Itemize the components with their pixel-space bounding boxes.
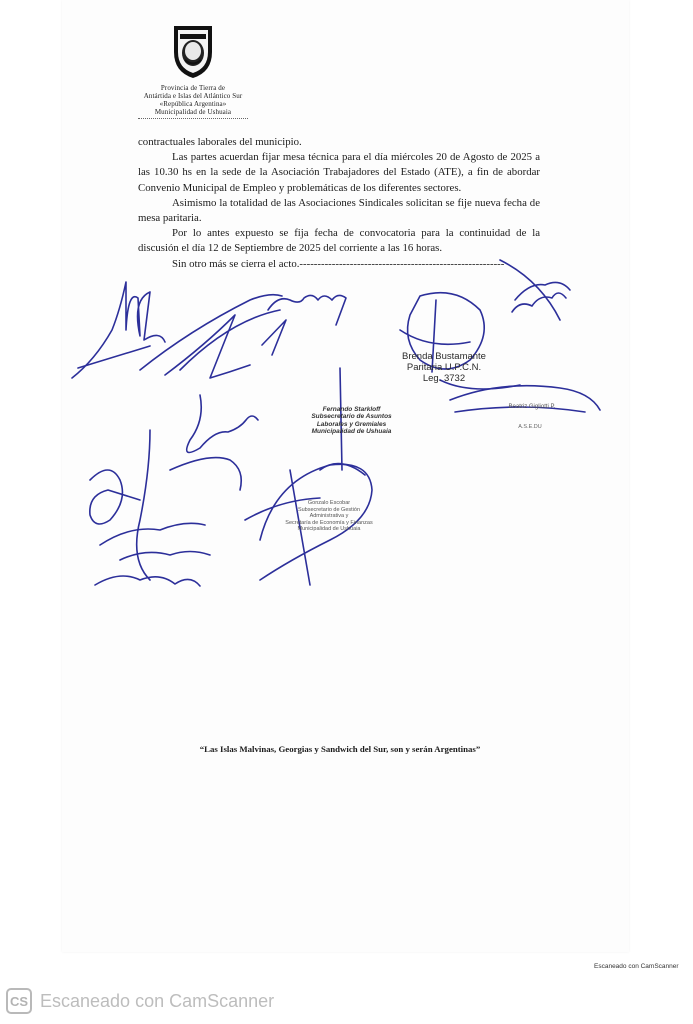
stamp-fernando-line-2: Subsecretario de Asuntos [311,413,392,421]
document-body [138,135,540,272]
stamp-gonzalo-line-4: Secretaría de Economía y Finanzas [285,519,373,526]
stamp-gonzalo-line-2: Subsecretario de Gestión [297,506,361,513]
scanner-caption: Escaneado con CamScanner [594,963,679,970]
stamp-fernando-line-3: Laborales y Gremiales [316,420,387,428]
letterhead [128,22,258,119]
stamp-fernando [304,406,399,436]
stamp-brenda [394,351,494,384]
stamp-gonzalo [284,500,374,533]
stamp-gonzalo-line-1: Gonzalo Escobar [307,500,351,506]
stamp-brenda-line-1: Brenda Bustamante [402,351,486,362]
paragraph-2: Las partes acuerdan fijar mesa técnica para el día miércoles 20 de Agosto de 2025 a las 10.30 hs en la sede de la Asociación Trabajadores del Estado (ATE), a fin de abordar Convenio Municipal de Empleo y problemáticas de los diferentes sectores. [138,151,540,194]
stamp-brenda-line-2: Paritaria U.P.C.N. [406,362,482,373]
motto: “Las Islas Malvinas, Georgias y Sandwich del Sur, son y serán Argentinas” [199,744,481,754]
letterhead-line-2: Antártida e Islas del Atlántico Sur [143,92,243,100]
letterhead-line-3: «República Argentina» [159,100,227,108]
letterhead-line-1: Provincia de Tierra de [160,84,226,92]
letterhead-divider [138,118,248,119]
stamp-asedu: A.S.E.DU [518,424,542,430]
stamp-gonzalo-line-3: Administrativa y [309,513,349,520]
paragraph-1: contractuales laborales del municipio. [138,136,302,148]
paragraph-5: Sin otro más se cierra el acto.--------------------------------------------------------- [172,257,505,270]
paragraph-4: Por lo antes expuesto se fija fecha de convocatoria para la continuidad de la discusión el día 12 de Septiembre de 2025 del corriente a las 16 horas. [138,227,540,255]
stamp-brenda-line-3: Leg. 3732 [422,373,466,384]
stamp-fernando-line-1: Fernando Starkloff [322,406,381,413]
camscanner-watermark [6,988,274,1014]
stamp-gonzalo-line-5: Municipalidad de Ushuaia [297,526,361,533]
stamp-fernando-line-4: Municipalidad de Ushuaia [311,428,392,436]
stamp-beatriz: Beatriz Gigliotti P. [508,404,556,410]
camscanner-text: Escaneado con CamScanner [40,990,275,1011]
letterhead-line-4: Municipalidad de Ushuaia [154,108,232,116]
paragraph-3: Asimismo la totalidad de las Asociaciones Sindicales solicitan se fije nueva fecha de mesa paritaria. [138,196,540,225]
camscanner-logo-icon: CS [6,988,32,1014]
municipal-seal-icon [168,22,218,80]
